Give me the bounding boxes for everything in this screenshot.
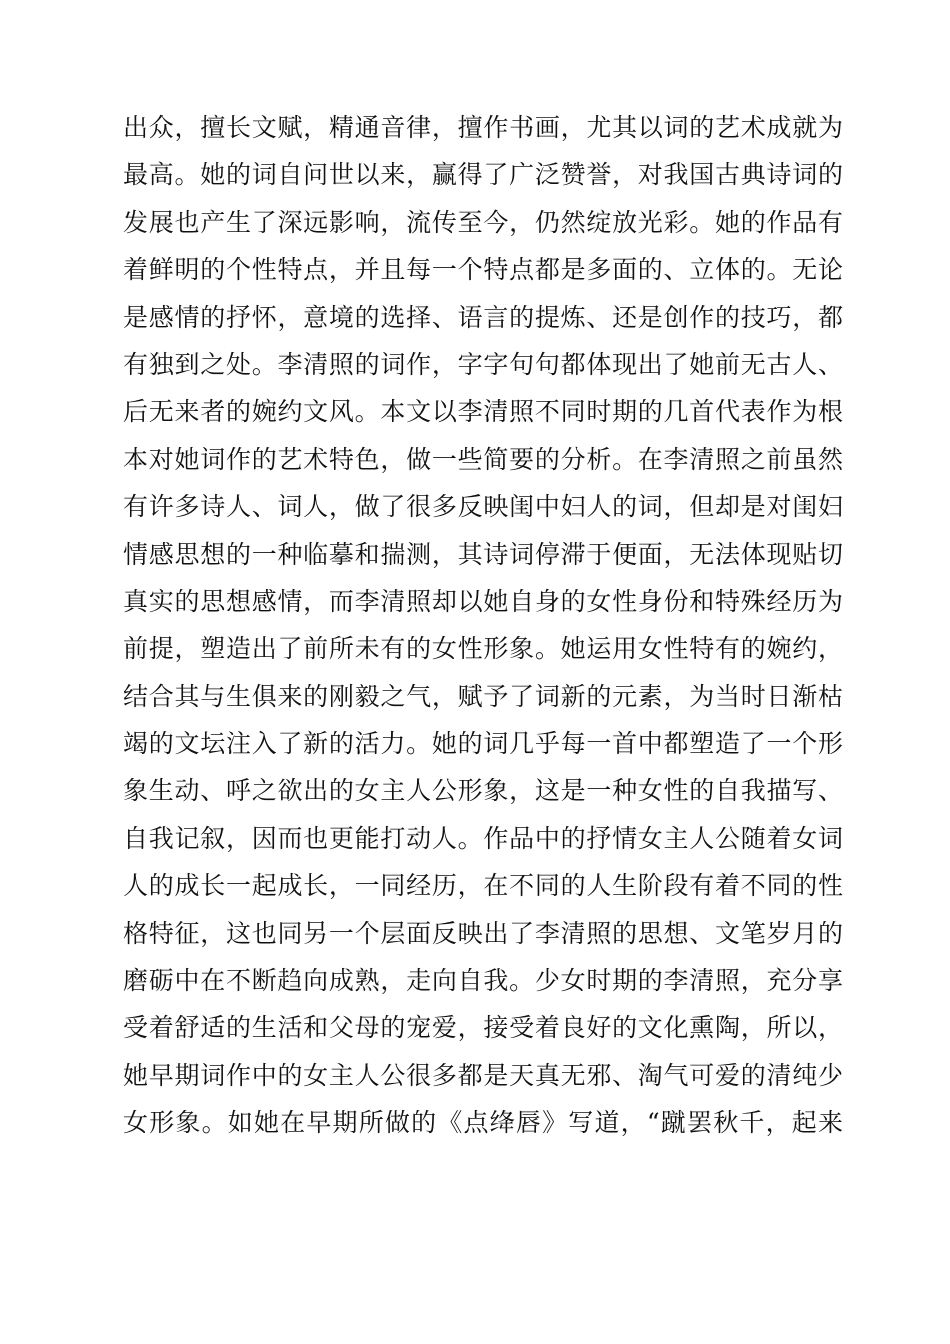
text-line: 有独到之处。李清照的词作，字字句句都体现出了她前无古人、	[123, 349, 843, 379]
text-line: 结合其与生俱来的刚毅之气，赋予了词新的元素，为当时日渐枯	[123, 681, 843, 711]
text-line: 后无来者的婉约文风。本文以李清照不同时期的几首代表作为根	[123, 397, 843, 427]
text-line: 受着舒适的生活和父母的宠爱，接受着良好的文化熏陶，所以，	[123, 1013, 843, 1043]
text-line: 磨砺中在不断趋向成熟，走向自我。少女时期的李清照，充分享	[123, 966, 843, 996]
text-line: 出众，擅长文赋，精通音律，擅作书画，尤其以词的艺术成就为	[123, 113, 843, 142]
text-line: 本对她词作的艺术特色，做一些简要的分析。在李清照之前虽然	[123, 444, 843, 474]
text-line: 前提，塑造出了前所未有的女性形象。她运用女性特有的婉约，	[123, 634, 843, 664]
text-line: 发展也产生了深远影响，流传至今，仍然绽放光彩。她的作品有	[123, 207, 843, 237]
text-line: 女形象。如她在早期所做的《点绛唇》写道，“蹴罢秋千，起来	[123, 1108, 843, 1138]
text-line: 竭的文坛注入了新的活力。她的词几乎每一首中都塑造了一个形	[123, 729, 843, 759]
text-line: 自我记叙，因而也更能打动人。作品中的抒情女主人公随着女词	[123, 823, 843, 853]
text-line: 象生动、呼之欲出的女主人公形象，这是一种女性的自我描写、	[123, 776, 843, 806]
text-line: 人的成长一起成长，一同经历，在不同的人生阶段有着不同的性	[123, 871, 843, 901]
text-line: 她早期词作中的女主人公很多都是天真无邪、淘气可爱的清纯少	[123, 1060, 843, 1090]
body-text	[123, 104, 843, 1147]
text-line: 格特征，这也同另一个层面反映出了李清照的思想、文笔岁月的	[123, 918, 843, 948]
text-line: 情感思想的一种临摹和揣测，其诗词停滞于便面，无法体现贴切	[123, 539, 843, 569]
text-line: 是感情的抒怀，意境的选择、语言的提炼、还是创作的技巧，都	[123, 302, 843, 332]
text-line: 真实的思想感情，而李清照却以她自身的女性身份和特殊经历为	[123, 586, 843, 616]
text-line: 最高。她的词自问世以来，赢得了广泛赞誉，对我国古典诗词的	[123, 160, 843, 190]
text-line: 着鲜明的个性特点，并且每一个特点都是多面的、立体的。无论	[123, 255, 843, 285]
text-line: 有许多诗人、词人，做了很多反映闺中妇人的词，但却是对闺妇	[123, 492, 843, 522]
